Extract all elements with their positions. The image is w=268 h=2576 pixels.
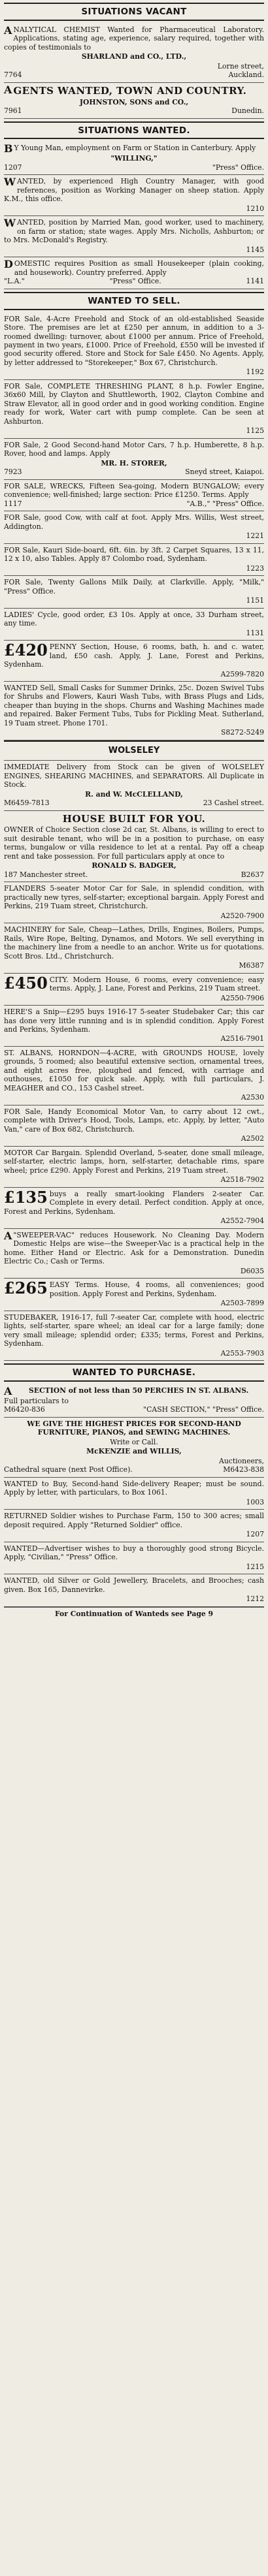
classified-ad [4,24,264,83]
classified-ad [4,1574,264,1606]
ad-office: "A.B.," "Press" Office. [186,499,264,508]
classified-ad [4,511,264,543]
ad-text: OWNER of Choice Section close 2d car, St. Albans, is willing to erect to suit desirable tenant, who will be in a position to purchase, on easy terms, bungalow or villa residence to let at a rental. Pay off a cheap rent and take possession. For full particulars apply at once to [4,825,264,861]
classified-ad [4,1188,264,1229]
classified-ad [4,923,264,973]
drop-letter: A [4,1229,12,1242]
classified-ad [4,1105,264,1147]
ad-text: FOR Sale, good Cow, with calf at foot. Apply Mrs. Willis, West street, Addington. [4,513,264,531]
ad-advertiser: RONALD S. BADGER, [92,861,176,870]
classified-ad [4,480,264,511]
ad-text: RETURNED Soldier wishes to Purchase Farm, 150 to 300 acres; small deposit required. Apply "Returned Soldier" office. [4,1512,264,1529]
section-heading-situations-vacant: SITUATIONS VACANT [4,3,264,21]
drop-letter: W [4,176,16,189]
continuation-note: For Continuation of Wanteds see Page 9 [4,1607,264,1620]
classified-ad [4,1384,264,1418]
ad-text: FOR Sale, Twenty Gallons Milk Daily, at Clarkville. Apply, "Milk," "Press" Office. [4,578,264,596]
ad-office: "Press" Office. [212,163,264,172]
ad-ref: D6035 [240,1266,264,1275]
ad-ref: 1207 [246,1530,264,1539]
classified-ad [4,1542,264,1574]
classified-ad [4,641,264,682]
ad-ref: 1210 [246,204,264,213]
ad-advertiser: SHARLAND and CO., LTD., [81,52,187,61]
ad-text: "SWEEPER-VAC" reduces Housework. No Cleaning Day. Modern Domestic Helps are wise—the Sweeper-Vac is a practical help in the home. Either Hand or Electric. Ask for a Demonstration. Dunedin Electric Co.; Cash or Terms. [4,1230,264,1266]
ad-advertiser: "WILLING," [110,154,158,163]
ad-address: Sneyd street, Kaiapoi. [185,468,264,477]
section-heading-situations-wanted: SITUATIONS WANTED. [4,121,264,140]
ad-ref: 1151 [246,596,264,605]
classified-ad [4,380,264,439]
classified-ad [4,1047,264,1105]
classified-ad [4,1229,264,1279]
ad-ref: B2637 [241,870,264,879]
classified-ad [4,1311,264,1361]
classified-ad [4,1418,264,1478]
classified-ad [4,439,264,480]
ad-ref: A2530 [241,1093,264,1102]
ad-text: HERE'S a Snip—£295 buys 1916-17 5-seater Studebaker Car; this car has done very little running and is in splendid condition. Apply Forest and Perkins, Sydenham. [4,1008,264,1034]
ad-text: WANTED to Buy, Second-hand Side-delivery Reaper; must be sound. Apply by letter, with particulars, to Box 1061. [4,1479,264,1497]
ad-advertiser: R. and W. McCLELLAND, [85,789,183,799]
ad-ref: A2553-7903 [220,1348,264,1358]
ad-text: SECTION of not less than 50 PERCHES IN ST. ALBANS. [29,1386,249,1395]
ad-text: MACHINERY for Sale, Cheap—Lathes, Drills, Engines, Boilers, Pumps, Rails, Wire Rope, Belting, Dynamos, and Motors. We sell everything in the machinery line from a needle to an anchor. Write us for quotations. Scott Bros. Ltd., Christchurch. [4,925,264,961]
ad-ref: A2520-7900 [220,911,264,920]
ad-address: Auctioneers, [219,1456,264,1465]
ad-text: MOTOR Car Bargain. Splendid Overland, 5-seater, done small mileage, self-starter, electric lamps, horn, self-starter, detachable rims, spare wheel; price £290. Apply Forest and Perkins, 219 Tuam street. [4,1148,264,1175]
ad-text: WANTED Sell, Small Casks for Summer Drinks, 25c. Dozen Swivel Tubs for Shrubs and Flowers, Kauri Wash Tubs, with Brass Plugs and Lids, cheaper than buying in the shops. Churns and Washing Machines made and repaired. Baker Ferment Tubs, Tubs for Pickling Meat. Sutherland, 19 Tuam street. Phone 1701. [4,683,264,727]
ad-ref: M6420-836 [4,1405,45,1414]
ad-price: £265 [4,1279,48,1298]
ad-text: NALYTICAL CHEMIST Wanted for Pharmaceutical Laboratory. Applications, stating age, experience, salary required, together with copies of testimonials to [4,25,264,52]
ad-address: 187 Manchester street. [4,870,88,879]
ad-ref: 1145 [246,245,264,254]
ad-price: £450 [4,973,48,993]
ad-ref: A2599-7820 [220,669,264,678]
ad-ref: A2516-7901 [220,1034,264,1043]
ad-address: 23 Cashel street. [203,799,264,808]
classified-ad [4,682,264,740]
classified-ad [4,175,264,216]
ad-headline: WE GIVE THE HIGHEST PRICES FOR SECOND-HAND FURNITURE, PIANOS, and SEWING MACHINES. [27,1419,241,1437]
classified-ad [4,761,264,810]
ad-ref: 1207 [4,163,22,172]
ad-text: LADIES' Cycle, good order, £3 10s. Apply at once, 33 Durham street, any time. [4,610,264,628]
classified-ad [4,1147,264,1188]
ad-ref: 1215 [246,1562,264,1571]
ad-price: £420 [4,641,48,660]
ad-text: ANTED, by experienced High Country Manager, with good references, position as Working Manager on sheep station. Apply K.M., this office. [4,177,264,204]
ad-advertiser: MR. H. STORER, [101,458,167,468]
ad-text: FOR Sale, 4-Acre Freehold and Stock of an old-established Seaside Store. The premises are let at £250 per annum, in addition to a 3-roomed dwelling: turnover, about £1000 per annum. Price of Freehold, payment in two years, £1000. Price of Freehold, £550 will be invested if good security offered. Store and Stock for Sale £450. No Agents. Apply, by letter addressed to "Storekeeper," Box 67, Christchurch. [4,314,264,367]
ad-headline: HOUSE BUILT FOR YOU. [62,812,206,825]
drop-letter: A [4,24,12,37]
ad-ref: A2503-7899 [220,1299,264,1308]
classified-ad [4,142,264,175]
drop-letter: A [4,1384,12,1397]
ad-text: STUDEBAKER, 1916-17, full 7-seater Car, complete with hood, electric lights, self-starter, spare wheel; an ideal car for a large family; done very small mileage; splendid order; £335; terms, Forest and Perkins, Sydenham. [4,1312,264,1348]
ad-detail: Full particulars to [4,1396,69,1405]
section-heading-wanted-to-sell: WANTED TO SELL. [4,292,264,310]
ad-text: FOR Sale, Handy Economical Motor Van, to carry about 12 cwt., complete with Driver's Hood, Tools, Lamps, etc. Apply, by letter, "Auto Van," care of Box 682, Christchurch. [4,1107,264,1134]
drop-letter: D [4,258,13,271]
ad-text: buys a really smart-looking Flanders 2-seater Car. Complete in every detail. Perfect condition. Apply at once, Forest and Perkins, Sydenham. [4,1189,264,1216]
ad-ref: 7764 [4,71,22,80]
ad-ref: M6423-838 [223,1465,264,1474]
ad-text: FLANDERS 5-seater Motor Car for Sale, in splendid condition, with practically new tyres, self-starter; exceptional bargain. Apply Forest and Perkins, 219 Tuam street, Christchurch. [4,884,264,911]
ad-ref: A2502 [241,1134,264,1143]
ad-ref: M6387 [239,961,264,970]
ad-price: £135 [4,1187,48,1207]
ad-ref: 1003 [246,1497,264,1506]
ad-ref: 1125 [246,426,264,436]
classified-ad [4,882,264,923]
ad-advertiser: "L.A." [4,277,25,286]
drop-letter: A [4,83,12,96]
classified-ad [4,1279,264,1311]
ad-text: FOR Sale, 2 Good Second-hand Motor Cars, 7 h.p. Humberette, 8 h.p. Rover, hood and lamps. Apply [4,440,264,458]
ad-address: Lorne street, [217,61,264,71]
ad-ref: 1212 [246,1595,264,1604]
ad-advertiser: McKENZIE and WILLIS, [86,1447,182,1456]
ad-text: WANTED, old Silver or Gold Jewellery, Bracelets, and Brooches; cash given. Box 165, Dannevirke. [4,1576,264,1594]
ad-text: ST. ALBANS, HORNDON—4-ACRE, with GROUNDS HOUSE, lovely grounds, 5 roomed; also beautiful extensive section, ornamental trees, and eight acres free, ploughed and fenced, with carriage and outhouses, £1050 for quick sale. Apply, with full particulars, J. MEAGHER and CO., 153 Cashel street. [4,1048,264,1092]
ad-office: "Press" Office. [109,277,161,286]
ad-city: Dunedin. [231,106,264,116]
classified-ad [4,1006,264,1047]
ad-city: Auckland. [228,71,264,80]
ad-ref: M6459-7813 [4,799,50,808]
ad-ref: 1131 [246,628,264,637]
classified-ad [4,1510,264,1542]
ad-ref: 1117 [4,499,22,508]
ad-text: EASY Terms. House, 4 rooms, all conveniences; good position. Apply Forest and Perkins, Sydenham. [49,1280,264,1298]
ad-text: FOR SALE, WRECKS, Fifteen Sea-going, Modern BUNGALOW; every convenience; well-finished; large section: Price £1250. Terms. Apply [4,481,264,500]
classified-ad [4,313,264,380]
ad-ref: 1192 [246,368,264,377]
classified-ad [4,609,264,641]
classified-ad [4,216,264,257]
ad-text: OMESTIC requires Position as small Housekeeper (plain cooking, and housework). Country preferred. Apply [14,259,264,277]
classified-ad [4,811,264,883]
ad-ref: A2552-7904 [220,1216,264,1226]
ad-text: CITY. Modern House, 6 rooms, every convenience; easy terms. Apply, J. Lane, Forest and Perkins, 219 Tuam street. [49,975,264,993]
ad-ref: 7923 [4,468,22,477]
ad-ref: 1221 [246,532,264,541]
ad-text: Y Young Man, employment on Farm or Station in Canterbury. Apply [14,144,256,153]
drop-letter: W [4,217,16,230]
ad-text: GENTS WANTED, TOWN AND COUNTRY. [13,84,247,97]
ad-text: IMMEDIATE Delivery from Stock can be given of WOLSELEY ENGINES, SHEARING MACHINES, and SEPARATORS. All Duplicate in Stock. [4,763,264,789]
ad-text: FOR Sale, COMPLETE THRESHING PLANT, 8 h.p. Fowler Engine, 36x60 Mill, by Clayton and Shuttleworth, 1902, Clayton Combine and Straw Elevator, all in good order and in good working condition. Engine ready for work, Water cart with pump complete. Can be seen at Ashburton. [4,381,264,426]
ad-text: FOR Sale, Kauri Side-board, 6ft. 6in. by 3ft. 2 Carpet Squares, 13 x 11, 12 x 10, also Tables. Apply 87 Colombo road, Sydenham. [4,545,264,564]
classified-ad [4,257,264,289]
ad-office: "CASH SECTION," "Press" Office. [143,1405,264,1414]
ad-ref: 1223 [246,564,264,573]
drop-letter: B [4,142,13,155]
ad-ref: 1141 [246,277,264,286]
classified-ad [4,1478,264,1510]
wolseley-heading: WOLSELEY [4,740,264,761]
classified-ad [4,974,264,1006]
ad-advertiser: JOHNSTON, SONS and CO., [79,97,189,106]
ad-ref: A2550-7906 [220,993,264,1002]
ad-extra: Cathedral square (next Post Office). [4,1465,133,1474]
classified-ad [4,83,264,119]
section-heading-wanted-to-purchase: WANTED TO PURCHASE. [4,1363,264,1382]
ad-ref: A2518-7902 [220,1175,264,1185]
classified-ad [4,576,264,608]
ad-text: PENNY Section, House, 6 rooms, bath, h. and c. water, land, £50 cash. Apply, J. Lane, Forest and Perkins, Sydenham. [4,643,264,669]
ad-ref: 7961 [4,106,22,116]
ad-text: WANTED—Advertiser wishes to buy a thoroughly good strong Bicycle. Apply, "Civilian," "Press" Office. [4,1544,264,1562]
ad-text: ANTED, position by Married Man, good worker, used to machinery, on farm or station; state wages. Apply Mrs. Nicholls, Ashburton; or to Mrs. McDonald's Registry. [4,218,264,245]
ad-detail: Write or Call. [110,1437,158,1446]
ad-ref: S8272-5249 [221,728,264,737]
classified-ad [4,544,264,576]
